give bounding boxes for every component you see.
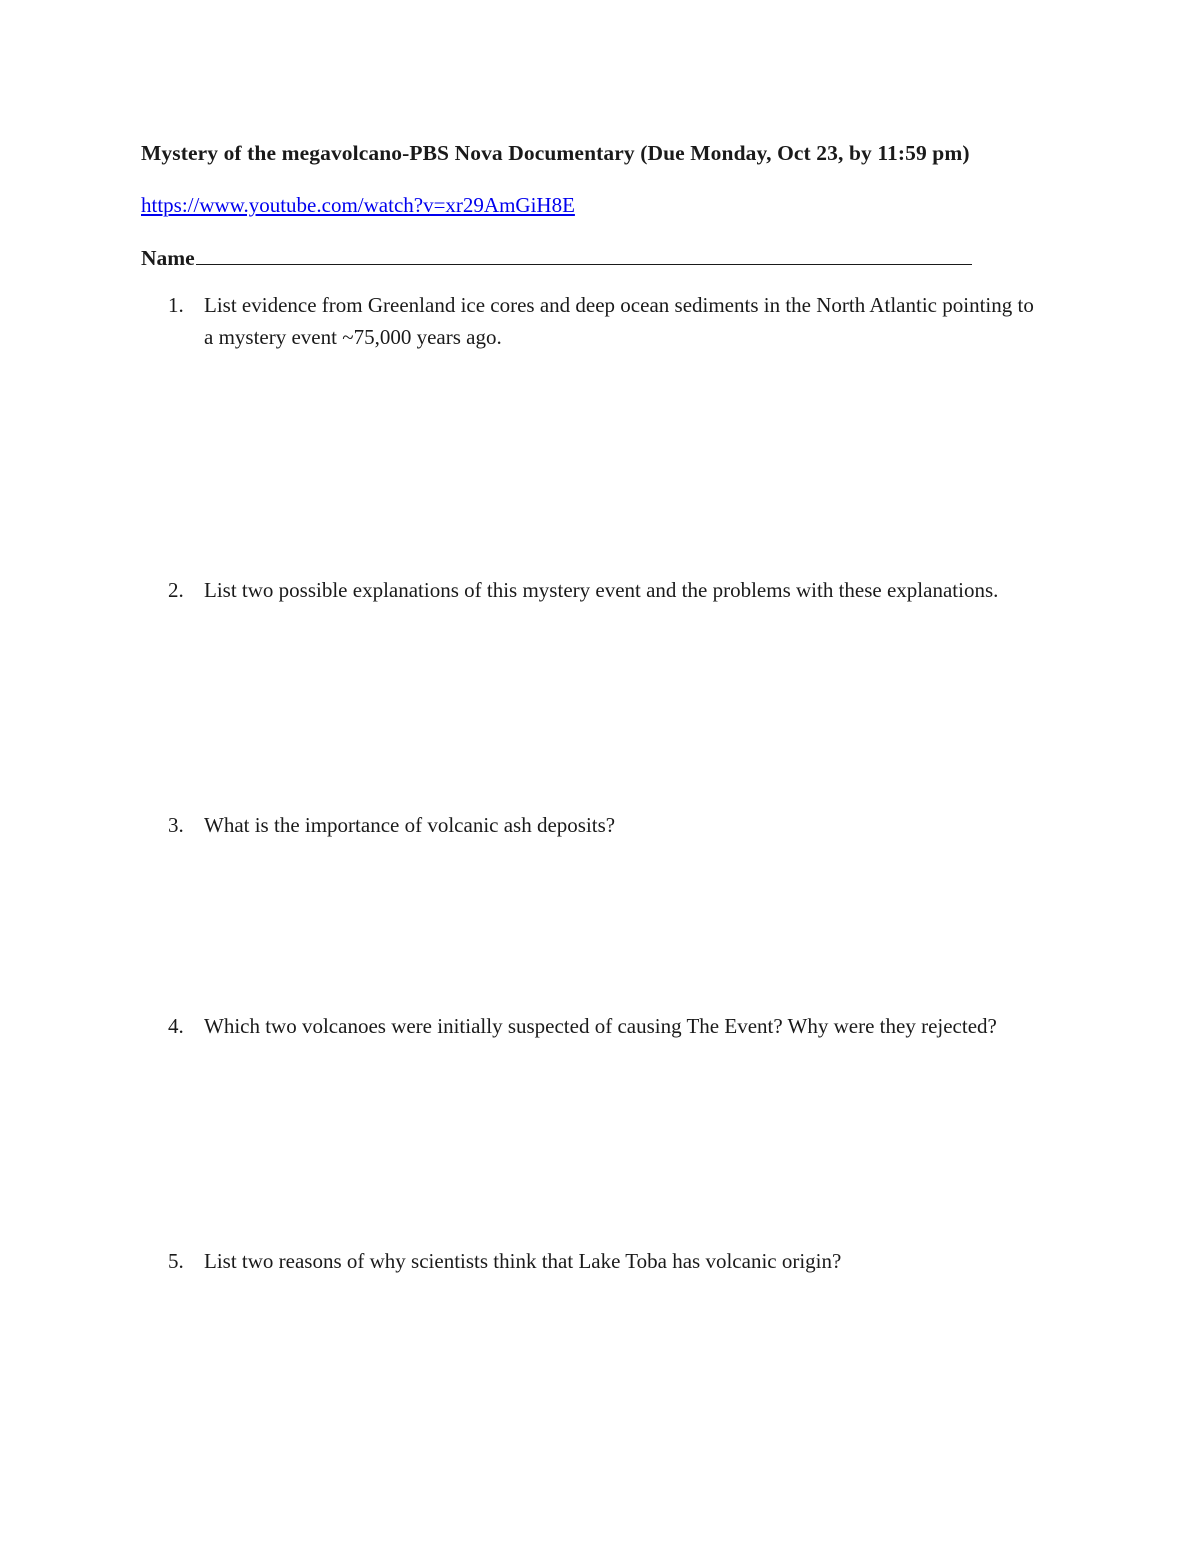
question-text: Which two volcanoes were initially suspected of causing The Event? Why were they rejected? [204,1014,997,1038]
question-item [168,1245,1048,1277]
question-item [168,289,1048,353]
name-label: Name [141,246,195,270]
question-number: 2. [168,578,184,602]
document-title: Mystery of the megavolcano-PBS Nova Documentary (Due Monday, Oct 23, by 11:59 pm) [141,141,970,165]
name-field-row [141,242,972,271]
question-number: 3. [168,813,184,837]
question-text: List evidence from Greenland ice cores and deep ocean sediments in the North Atlantic pointing to a mystery event ~75,000 years ago. [204,293,1034,349]
question-item [168,1010,1048,1042]
question-number: 4. [168,1014,184,1038]
question-number: 5. [168,1249,184,1273]
question-number: 1. [168,293,184,317]
name-blank-line[interactable] [196,242,972,265]
question-item [168,809,1048,841]
youtube-link[interactable]: https://www.youtube.com/watch?v=xr29AmGiH8E [141,193,575,217]
question-text: List two possible explanations of this mystery event and the problems with these explanations. [204,578,999,602]
question-item [168,574,1048,606]
question-text: List two reasons of why scientists think that Lake Toba has volcanic origin? [204,1249,842,1273]
question-text: What is the importance of volcanic ash deposits? [204,813,616,837]
